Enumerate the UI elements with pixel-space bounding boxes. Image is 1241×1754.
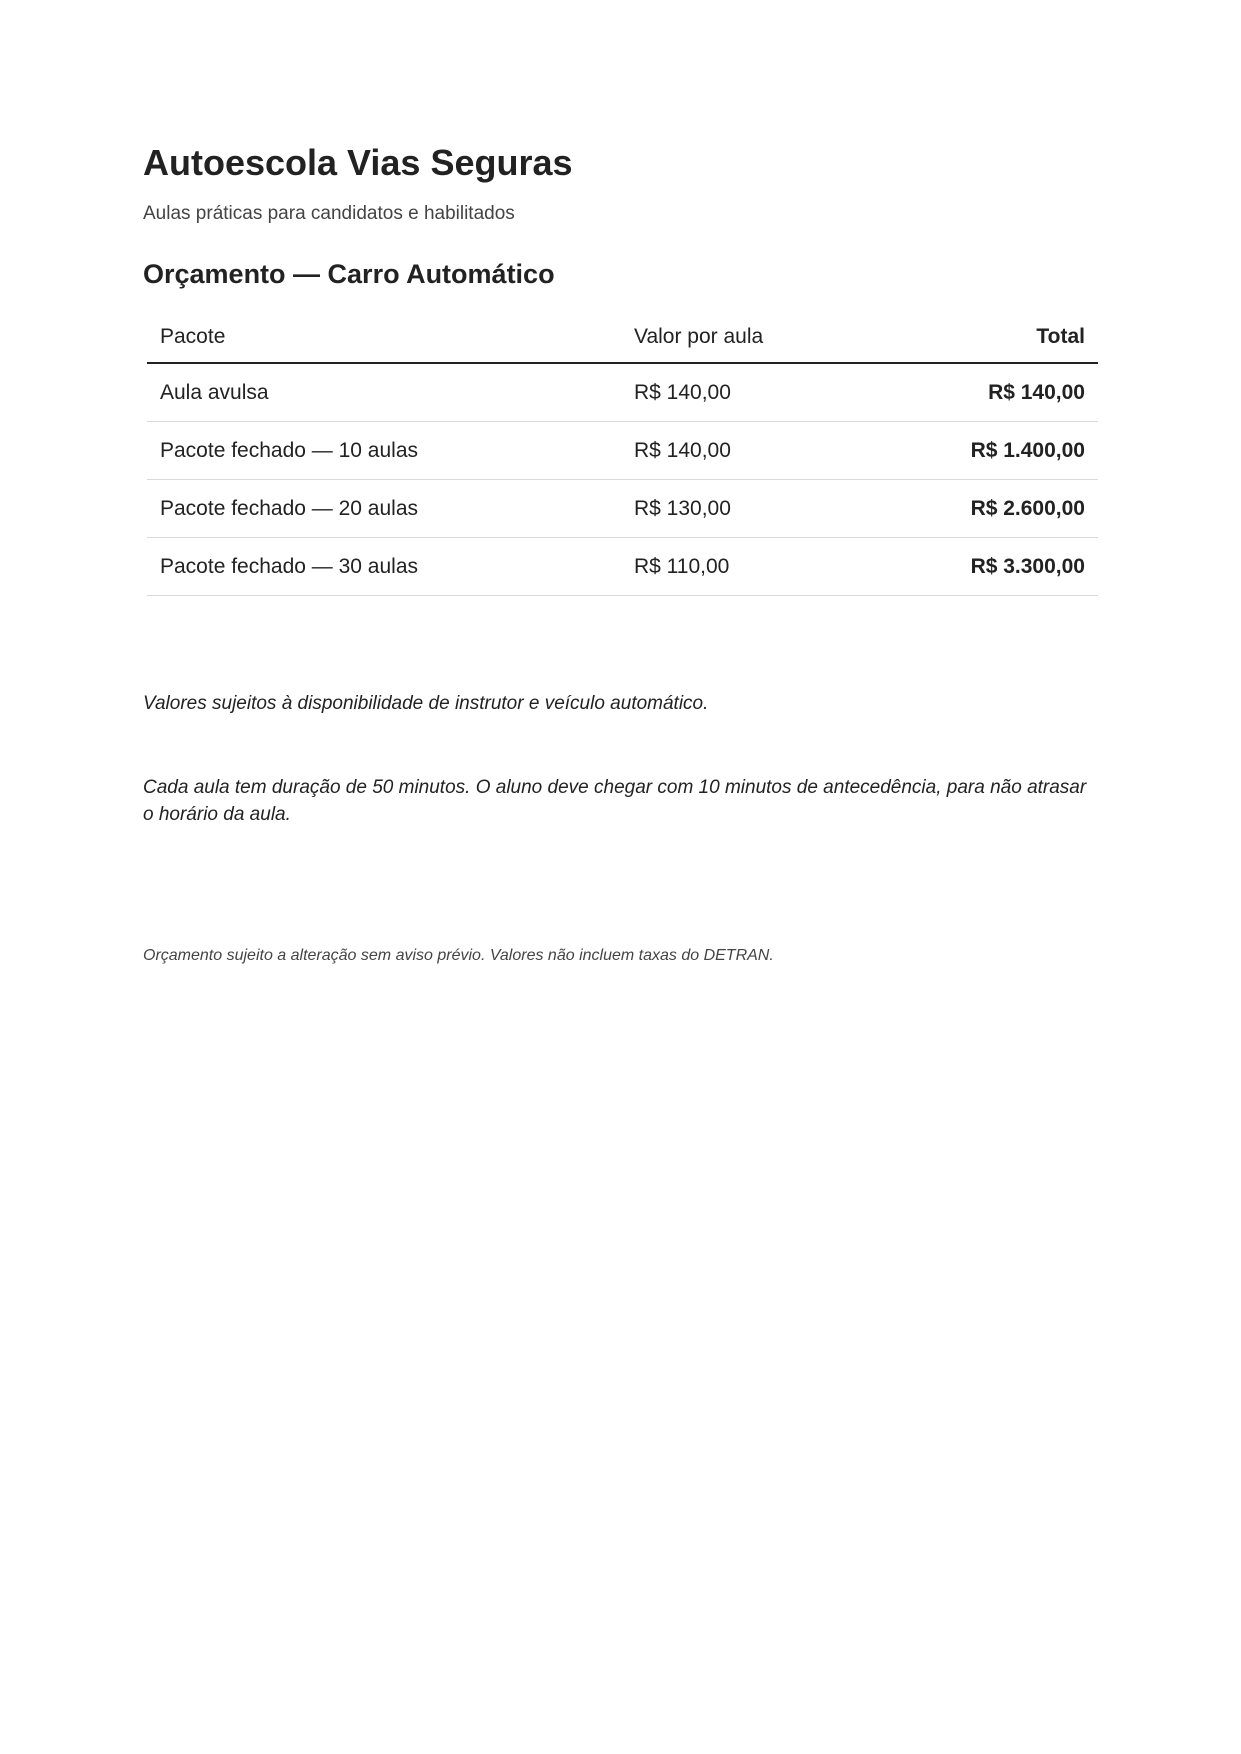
unit-price-cell: R$ 140,00 bbox=[621, 422, 897, 480]
price-table bbox=[147, 312, 1098, 596]
total-cell: R$ 1.400,00 bbox=[897, 422, 1098, 480]
total-cell: R$ 2.600,00 bbox=[897, 480, 1098, 538]
package-cell: Aula avulsa bbox=[147, 363, 621, 422]
total-cell: R$ 3.300,00 bbox=[897, 538, 1098, 596]
unit-price-cell: R$ 140,00 bbox=[621, 363, 897, 422]
table-row bbox=[147, 422, 1098, 480]
price-table-body bbox=[147, 363, 1098, 596]
package-cell: Pacote fechado — 20 aulas bbox=[147, 480, 621, 538]
table-row bbox=[147, 480, 1098, 538]
column-header-unit-price: Valor por aula bbox=[621, 312, 897, 363]
unit-price-cell: R$ 110,00 bbox=[621, 538, 897, 596]
column-header-total: Total bbox=[897, 312, 1098, 363]
table-row bbox=[147, 363, 1098, 422]
availability-note: Valores sujeitos à disponibilidade de instrutor e veículo automático. bbox=[143, 693, 709, 714]
company-title: Autoescola Vias Seguras bbox=[143, 142, 573, 183]
package-cell: Pacote fechado — 10 aulas bbox=[147, 422, 621, 480]
duration-note: Cada aula tem duração de 50 minutos. O aluno deve chegar com 10 minutos de antecedência, para não atrasar o horário da aula. bbox=[143, 777, 1087, 825]
company-subtitle: Aulas práticas para candidatos e habilitados bbox=[143, 203, 515, 224]
total-cell: R$ 140,00 bbox=[897, 363, 1098, 422]
unit-price-cell: R$ 130,00 bbox=[621, 480, 897, 538]
table-row bbox=[147, 538, 1098, 596]
table-header-row bbox=[147, 312, 1098, 363]
footer-disclaimer: Orçamento sujeito a alteração sem aviso prévio. Valores não incluem taxas do DETRAN. bbox=[143, 947, 774, 964]
price-table-header bbox=[147, 312, 1098, 363]
package-cell: Pacote fechado — 30 aulas bbox=[147, 538, 621, 596]
quote-title: Orçamento — Carro Automático bbox=[143, 259, 555, 289]
column-header-package: Pacote bbox=[147, 312, 621, 363]
